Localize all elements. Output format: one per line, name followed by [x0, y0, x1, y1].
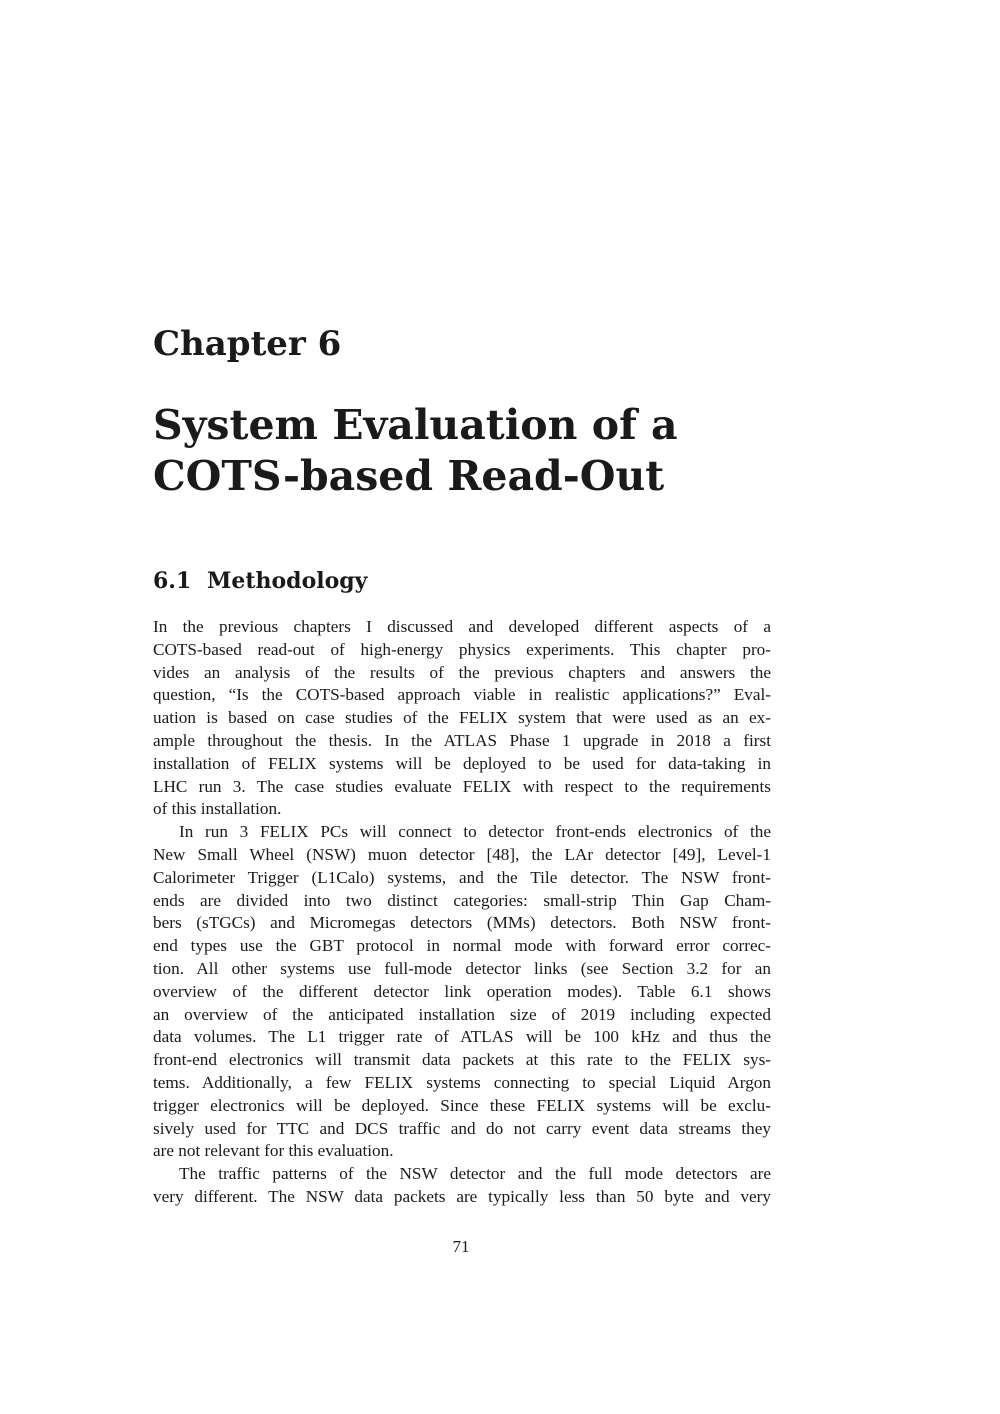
chapter-title [153, 400, 678, 502]
paragraph-line: of this installation. [153, 799, 282, 819]
paragraph-line: bers (sTGCs) and Micromegas detectors (MMs) detectors. Both NSW front- [153, 913, 771, 933]
paragraph-line: In run 3 FELIX PCs will connect to detector front-ends electronics of the [179, 822, 771, 842]
paragraph [153, 1163, 771, 1209]
paragraph-line: very different. The NSW data packets are typically less than 50 byte and very [153, 1186, 771, 1206]
page-number: 71 [452, 1237, 470, 1256]
paragraph-line: question, “Is the COTS-based approach viable in realistic applications?” Eval- [153, 685, 771, 705]
paragraph-line: The traffic patterns of the NSW detector and the full mode detectors are [179, 1164, 771, 1184]
body-text [153, 616, 771, 1209]
paragraph-line: Calorimeter Trigger (L1Calo) systems, and the Tile detector. The NSW front- [153, 867, 771, 887]
paragraph-line: sively used for TTC and DCS traffic and do not carry event data streams they [153, 1118, 771, 1138]
chapter-title-line-1: System Evaluation of a [153, 401, 678, 449]
section-number: 6.1 [153, 568, 192, 594]
paragraph-line: installation of FELIX systems will be deployed to be used for data-taking in [153, 753, 771, 773]
paragraph-line: uation is based on case studies of the FELIX system that were used as an ex- [153, 708, 771, 728]
chapter-title-line-2: COTS-based Read-Out [153, 452, 665, 500]
paragraph-line: are not relevant for this evaluation. [153, 1141, 394, 1161]
chapter-label: Chapter 6 [153, 324, 342, 364]
paragraph-line: tion. All other systems use full-mode detector links (see Section 3.2 for an [153, 958, 771, 978]
paragraph-line: overview of the different detector link operation modes). Table 6.1 shows [153, 981, 771, 1001]
section-heading [153, 566, 367, 596]
paragraph-line: front-end electronics will transmit data packets at this rate to the FELIX sys- [153, 1050, 771, 1070]
section-title: Methodology [207, 568, 368, 594]
paragraph-line: LHC run 3. The case studies evaluate FELIX with respect to the requirements [153, 776, 771, 796]
paragraph [153, 616, 771, 821]
paragraph-line: New Small Wheel (NSW) muon detector [48], the LAr detector [49], Level-1 [153, 844, 771, 864]
paragraph-line: ample throughout the thesis. In the ATLAS Phase 1 upgrade in 2018 a first [153, 730, 771, 750]
paragraph-line: end types use the GBT protocol in normal mode with forward error correc- [153, 936, 771, 956]
paragraph-line: trigger electronics will be deployed. Since these FELIX systems will be exclu- [153, 1095, 771, 1115]
paragraph-line: ends are divided into two distinct categories: small-strip Thin Gap Cham- [153, 890, 771, 910]
paragraph-line: vides an analysis of the results of the previous chapters and answers the [153, 662, 771, 682]
paragraph-line: tems. Additionally, a few FELIX systems connecting to special Liquid Argon [153, 1072, 771, 1092]
paragraph-line: COTS-based read-out of high-energy physics experiments. This chapter pro- [153, 639, 771, 659]
paragraph-line: In the previous chapters I discussed and developed different aspects of a [153, 617, 771, 636]
paragraph-line: data volumes. The L1 trigger rate of ATLAS will be 100 kHz and thus the [153, 1027, 771, 1047]
paragraph-line: an overview of the anticipated installation size of 2019 including expected [153, 1004, 771, 1024]
paragraph [153, 821, 771, 1163]
